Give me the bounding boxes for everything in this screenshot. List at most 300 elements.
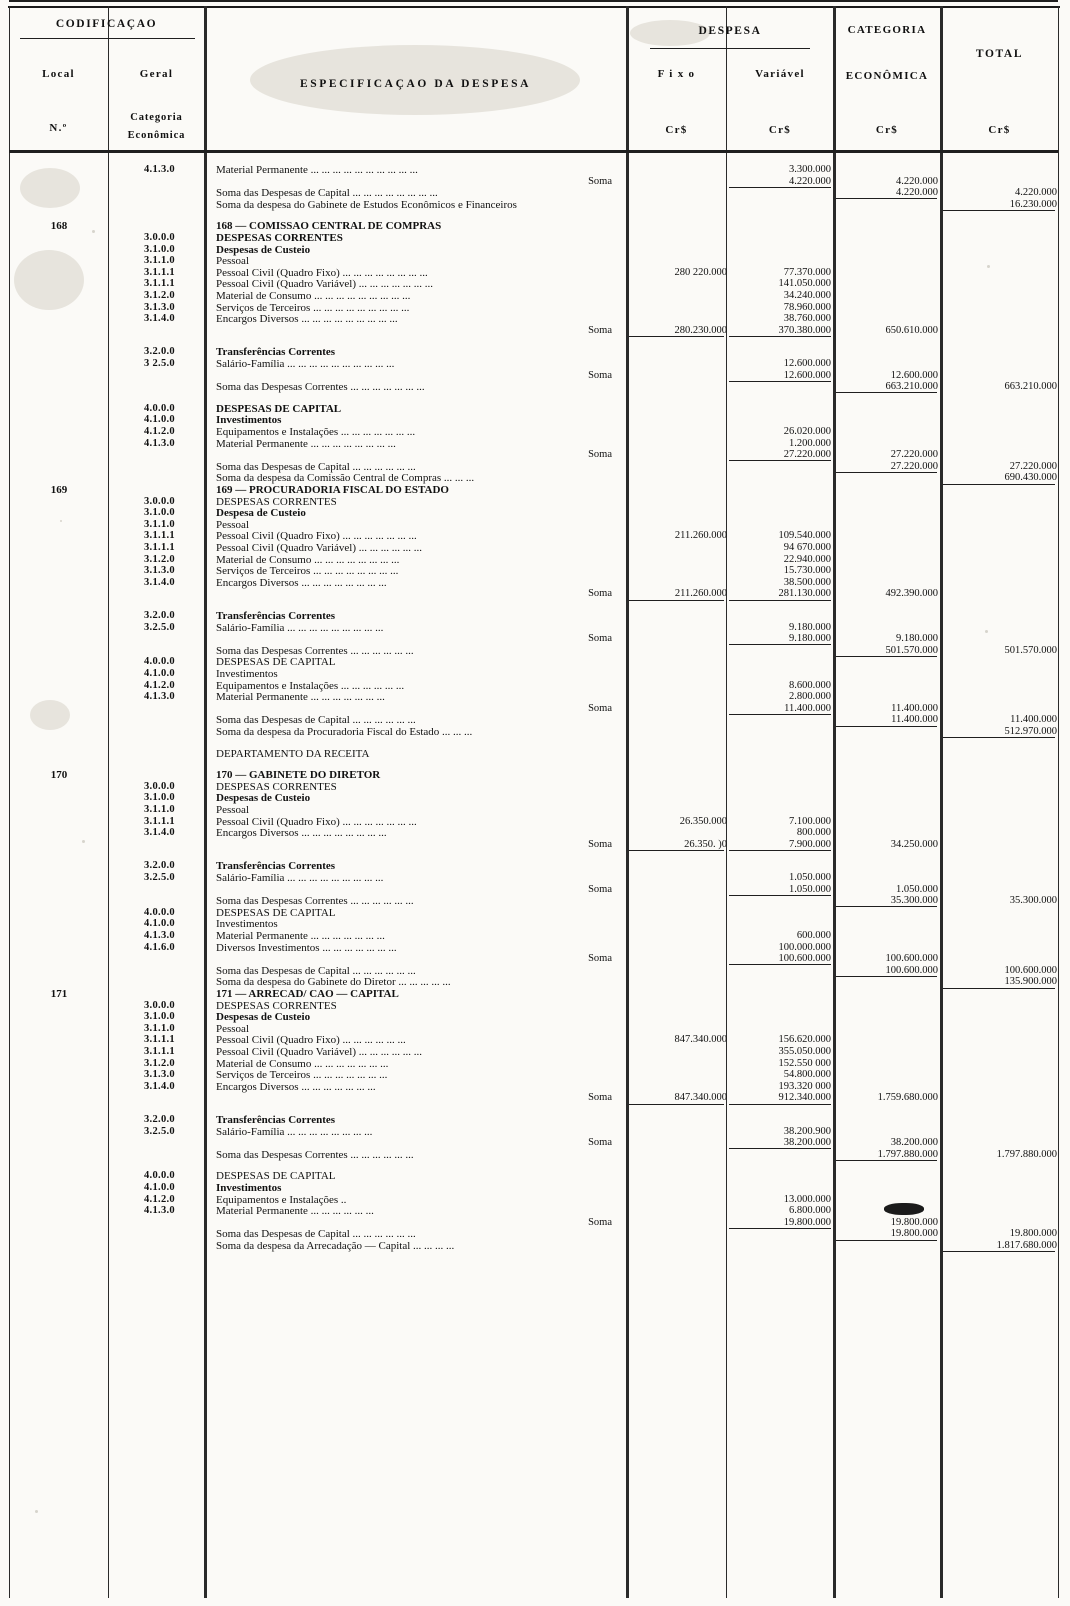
cell-desc: Salário-Família ... ... ... ... ... ... ... ... ...: [216, 872, 384, 884]
table-row: [9, 918, 1058, 930]
cell-var: 193.320 000: [778, 1080, 831, 1092]
table-row: [9, 895, 1058, 907]
cell-geral: 4.1.3.0: [144, 691, 175, 703]
cell-soma: Soma: [588, 702, 612, 714]
table-row: [9, 438, 1058, 450]
cell-cat: 4.220.000: [896, 175, 938, 187]
cell-geral: 3.2.5.0: [144, 872, 175, 883]
table-row: [9, 804, 1058, 816]
cell-tot: 135.900.000: [1004, 976, 1057, 988]
cell-geral: 3.1.3.0: [144, 1069, 175, 1081]
table-row: [9, 965, 1058, 977]
table-row: [9, 907, 1058, 919]
cell-var: 38.760.000: [783, 313, 831, 325]
cell-desc: DESPESAS DE CAPITAL: [216, 906, 336, 919]
cell-var: 600.000: [796, 930, 831, 941]
cell-geral: 3.1.2.0: [144, 290, 175, 301]
cell-var: 355.050.000: [778, 1046, 831, 1057]
cell-soma: Soma: [588, 1137, 612, 1149]
table-row: [9, 1240, 1058, 1252]
table-row: [9, 199, 1058, 211]
cell-desc: Pessoal Civil (Quadro Variável) ... ... ... ... ... ... ...: [216, 278, 434, 291]
header-despesa-underline: [650, 48, 810, 49]
table-row: [9, 381, 1058, 393]
cell-desc: Transferências Correntes: [216, 346, 336, 359]
table-row: [9, 313, 1058, 325]
cell-desc: Salário-Família ... ... ... ... ... ... ... ... ...: [216, 621, 384, 634]
cell-desc: Serviços de Terceiros ... ... ... ... ... ... ...: [216, 1069, 388, 1082]
table-row: [9, 519, 1058, 531]
table-row: [9, 496, 1058, 508]
cell-geral: 3.1.1.1: [144, 815, 175, 827]
cell-desc: Investimentos: [216, 918, 278, 931]
cell-var: 7.100.000: [789, 815, 831, 827]
cell-local: 168: [50, 220, 68, 233]
cell-tot: 16.230.000: [1009, 198, 1057, 210]
table-row: [9, 542, 1058, 554]
cell-var: 38.200.900: [783, 1125, 831, 1137]
table-row: [9, 461, 1058, 473]
cell-var: 1.050.000: [789, 883, 831, 895]
cell-desc: Pessoal: [216, 804, 249, 816]
cell-var: 13.000.000: [783, 1193, 831, 1205]
cell-desc: DESPESAS CORRENTES: [216, 999, 337, 1012]
table-row: [9, 1194, 1058, 1206]
cell-cat: 501.570.000: [885, 644, 938, 656]
table-row: [9, 414, 1058, 426]
cell-var: 19.800.000: [783, 1216, 831, 1228]
cell-tot: 27.220.000: [1009, 460, 1057, 472]
cell-var: 100.600.000: [778, 953, 831, 965]
cell-tot: 1.797.880.000: [996, 1148, 1057, 1160]
cell-tot: 690.430.000: [1004, 472, 1057, 484]
subtotal-row: [9, 953, 1058, 965]
table-row: [9, 827, 1058, 839]
cell-cat: 11.400.000: [891, 702, 938, 714]
cell-geral: 4.1.2.0: [144, 679, 175, 691]
table-row: [9, 714, 1058, 726]
cell-geral: 3.2.0.0: [144, 1114, 175, 1125]
cell-desc: Serviços de Terceiros ... ... ... ... ... ... ... ... ...: [216, 301, 410, 314]
total-subtotal-rule: [943, 1251, 1055, 1252]
cell-desc: Soma das Despesas Correntes ... ... ... ... ... ...: [216, 1148, 414, 1161]
cell-var: 1.050.000: [789, 872, 831, 883]
table-row: [9, 1000, 1058, 1012]
header-codificacao: CODIFICAÇAO: [55, 18, 158, 30]
cell-desc: Despesa de Custeio: [216, 507, 306, 520]
table-row: [9, 1170, 1058, 1182]
cell-desc: Equipamentos e Instalações ..: [216, 1193, 347, 1206]
cell-geral: 3.1.2.0: [144, 553, 175, 565]
table-row: [9, 302, 1058, 314]
table-row: [9, 210, 1058, 220]
table-row: [9, 554, 1058, 566]
cell-fixo: 26.350.000: [679, 815, 727, 827]
table-row: [9, 577, 1058, 589]
cell-geral: 4.1.0.0: [144, 414, 175, 426]
table-row: [9, 1114, 1058, 1126]
table-row: [9, 1023, 1058, 1035]
cell-var: 800.000: [796, 827, 831, 839]
cell-desc: Equipamentos e Instalações ... ... ... ... ... ...: [216, 679, 405, 692]
table-row: [9, 1058, 1058, 1070]
cell-geral: 3.1.1.1: [144, 1034, 175, 1046]
subtotal-row: [9, 370, 1058, 382]
cell-geral: 3.1.1.0: [144, 518, 175, 530]
table-row: [9, 565, 1058, 577]
cell-var: 100.000.000: [778, 941, 831, 953]
table-row: [9, 726, 1058, 738]
subtotal-row: [9, 176, 1058, 188]
cell-tot: 1.817.680.000: [996, 1240, 1057, 1251]
cell-geral: 3.1.1.1: [144, 266, 175, 278]
cell-cat: 12.600.000: [890, 369, 938, 381]
cell-geral: 4.0.0.0: [144, 402, 175, 414]
table-row: [9, 600, 1058, 610]
cell-desc: Encargos Diversos ... ... ... ... ... ... ... ...: [216, 576, 387, 589]
cell-var: 141.050.000: [778, 278, 831, 290]
cell-desc: Soma da despesa da Procuradoria Fiscal do Estado ... ... ...: [216, 726, 473, 738]
table-row: [9, 1182, 1058, 1194]
cell-geral: 3.1.2.0: [144, 1057, 175, 1069]
table-row: [9, 278, 1058, 290]
cell-desc: Diversos Investimentos ... ... ... ... ... ... ...: [216, 941, 397, 954]
cell-desc: 170 — GABINETE DO DIRETOR: [216, 769, 381, 782]
cell-fixo: 280.230.000: [674, 324, 727, 336]
cell-geral: 3.1.4.0: [144, 576, 175, 588]
table-row: [9, 358, 1058, 370]
table-row: [9, 816, 1058, 828]
cell-geral: 3.2.0.0: [144, 860, 175, 872]
table-row: [9, 942, 1058, 954]
subtotal-row: [9, 449, 1058, 461]
cell-desc: Despesas de Custeio: [216, 243, 311, 256]
cell-cat: 19.800.000: [890, 1216, 938, 1228]
cell-var: 78.960.000: [783, 301, 831, 313]
cell-desc: Salário-Família ... ... ... ... ... ... ... ... ... ...: [216, 358, 395, 370]
cell-desc: DESPESAS DE CAPITAL: [216, 402, 342, 415]
table-row: [9, 187, 1058, 199]
header-especificacao: ESPECIFICAÇAO DA DESPESA: [299, 78, 532, 90]
cell-var: 26.020.000: [783, 426, 831, 437]
table-row: [9, 255, 1058, 267]
cell-soma: Soma: [588, 324, 612, 336]
cell-soma: Soma: [588, 883, 612, 895]
cell-geral: 3.1.1.0: [144, 1022, 175, 1034]
header-fixo: F i x o: [657, 68, 696, 80]
cell-desc: Soma das Despesas Correntes ... ... ... ... ... ...: [216, 644, 414, 657]
header-categoria-1: CATEGORIA: [847, 24, 927, 36]
table-row: [9, 622, 1058, 634]
header-bottom-rule: [9, 150, 1058, 153]
subtotal-row: [9, 325, 1058, 337]
cell-desc: Soma da despesa do Gabinete do Diretor ... ... ... ... ...: [216, 976, 451, 989]
cell-desc: Soma da despesa da Arrecadação — Capital ... ... ... ...: [216, 1240, 455, 1252]
cell-var: 1.200.000: [789, 437, 831, 449]
table-row: [9, 472, 1058, 484]
table-row: [9, 232, 1058, 244]
cell-local: 170: [50, 769, 68, 782]
cell-geral: 4.1.3.0: [144, 164, 175, 175]
table-row: [9, 1104, 1058, 1114]
cell-var: 370.380.000: [778, 324, 831, 336]
cell-desc: 171 — ARRECAD/ CAO — CAPITAL: [216, 988, 399, 1000]
cell-cat: 4.220.000: [896, 187, 938, 199]
cell-soma: Soma: [588, 588, 612, 600]
cell-cat: 1.797.880.000: [877, 1148, 938, 1160]
cell-geral: 4.1.3.0: [144, 437, 175, 449]
table-row: [9, 1034, 1058, 1046]
table-row: [9, 484, 1058, 496]
cell-desc: Salário-Família ... ... ... ... ... ... ... ...: [216, 1125, 373, 1138]
table-row: [9, 976, 1058, 988]
cell-desc: DESPESAS DE CAPITAL: [216, 656, 336, 669]
cell-tot: 19.800.000: [1009, 1228, 1057, 1240]
cell-desc: Soma das Despesas de Capital ... ... ... ... ... ... ... ...: [216, 187, 438, 200]
cell-desc: Material Permanente ... ... ... ... ... ... ... ... ... ...: [216, 164, 418, 176]
cell-geral: 3.0.0.0: [144, 780, 175, 792]
cell-desc: Material de Consumo ... ... ... ... ... ... ... ...: [216, 553, 400, 566]
cell-var: 109.540.000: [778, 530, 831, 542]
cell-geral: 3.1.0.0: [144, 507, 175, 519]
cell-var: 15.730.000: [783, 565, 831, 577]
cell-desc: Investimentos: [216, 668, 278, 680]
cell-fixo: 847.340.000: [674, 1034, 727, 1046]
table-row: [9, 1081, 1058, 1093]
table-row: [9, 393, 1058, 403]
cell-geral: 3.1.4.0: [144, 1080, 175, 1092]
cell-geral: 4.1.3.0: [144, 1205, 175, 1217]
subtotal-row: [9, 884, 1058, 896]
cell-desc: 168 — COMISSAO CENTRAL DE COMPRAS: [216, 220, 442, 233]
table-row: [9, 267, 1058, 279]
cell-desc: Transferências Correntes: [216, 1114, 336, 1126]
cell-cat: 492.390.000: [885, 588, 938, 600]
header-categoria-currency: Cr$: [875, 124, 899, 136]
cell-desc: Material Permanente ... ... ... ... ... ...: [216, 1205, 374, 1218]
table-row: [9, 759, 1058, 769]
cell-geral: 3.1.0.0: [144, 1011, 175, 1023]
cell-geral: 3.1.1.0: [144, 255, 175, 267]
cell-desc: Pessoal Civil (Quadro Variável) ... ... ... ... ... ...: [216, 1046, 423, 1058]
cell-desc: Material de Consumo ... ... ... ... ... ... ...: [216, 1057, 389, 1070]
cell-local: 171: [50, 988, 68, 1000]
cell-var: 27.220.000: [783, 449, 831, 461]
header-top-rule: [9, 0, 1058, 2]
table-row: [9, 860, 1058, 872]
header-variavel-currency: Cr$: [768, 124, 792, 136]
cell-var: 156.620.000: [778, 1034, 831, 1046]
cell-desc: DESPESAS DE CAPITAL: [216, 1170, 336, 1183]
cell-var: 12.600.000: [783, 369, 831, 381]
header-variavel: Variável: [755, 68, 805, 80]
table-row: [9, 1228, 1058, 1240]
cell-var: 54.800.000: [783, 1069, 831, 1081]
table-row: [9, 403, 1058, 415]
table-row: [9, 1205, 1058, 1217]
table-row: [9, 1046, 1058, 1058]
header-fixo-currency: Cr$: [665, 124, 688, 136]
cell-cat: 1.759.680.000: [877, 1092, 938, 1104]
cell-desc: Equipamentos e Instalações ... ... ... ... ... ... ...: [216, 426, 416, 438]
header-total: TOTAL: [975, 48, 1024, 60]
table-row: [9, 691, 1058, 703]
cell-soma: Soma: [588, 633, 612, 645]
cell-soma: Soma: [588, 369, 612, 381]
cell-geral: 4.1.0.0: [144, 668, 175, 679]
cell-geral: 3.2.0.0: [144, 610, 175, 621]
cell-geral: 3.1.1.1: [144, 530, 175, 542]
cell-geral: 3.0.0.0: [144, 495, 175, 507]
cell-local: 169: [50, 484, 68, 496]
cell-cat: 1.050.000: [896, 883, 938, 895]
table-row: [9, 769, 1058, 781]
cell-var: 152.550 000: [778, 1057, 831, 1069]
cell-desc: Despesas de Custeio: [216, 792, 311, 805]
cell-var: 34.240.000: [783, 290, 831, 301]
cell-tot: 663.210.000: [1004, 381, 1057, 393]
cell-var: 2.800.000: [789, 691, 831, 703]
cell-desc: Transferências Correntes: [216, 860, 336, 873]
cell-tot: 100.600.000: [1004, 964, 1057, 976]
cell-cat: 38.200.000: [890, 1137, 938, 1149]
cell-desc: Investimentos: [216, 1182, 282, 1194]
header-codificacao-underline: [20, 38, 195, 39]
cell-desc: Encargos Diversos ... ... ... ... ... ... ... ... ...: [216, 313, 398, 326]
table-row: [9, 988, 1058, 1000]
cell-desc: 169 — PROCURADORIA FISCAL DO ESTADO: [216, 484, 449, 496]
table-row: [9, 610, 1058, 622]
table-row: [9, 656, 1058, 668]
header-local-sub: N.º: [49, 122, 68, 134]
table-header: [0, 0, 1070, 152]
cell-desc: Pessoal: [216, 518, 249, 531]
cell-desc: Soma das Despesas de Capital ... ... ... ... ... ...: [216, 460, 416, 473]
cell-geral: 3.1.4.0: [144, 827, 175, 839]
cell-geral: 3.1.0.0: [144, 243, 175, 255]
cell-cat: 9.180.000: [896, 633, 938, 645]
cell-soma: Soma: [588, 449, 612, 461]
table-row: [9, 1160, 1058, 1170]
cell-soma: Soma: [588, 953, 612, 965]
cell-geral: 3.0.0.0: [144, 999, 175, 1011]
table-row: [9, 872, 1058, 884]
cell-var: 22.940.000: [783, 553, 831, 565]
table-row: [9, 290, 1058, 302]
subtotal-row: [9, 1217, 1058, 1229]
cell-var: 9.180.000: [789, 621, 831, 633]
cell-geral: 3.1.3.0: [144, 565, 175, 577]
header-total-currency: Cr$: [988, 124, 1011, 136]
cell-soma: Soma: [588, 1216, 612, 1228]
cell-var: 3.300.000: [789, 164, 831, 175]
cell-geral: 3.1.0.0: [144, 792, 175, 804]
cell-cat: 35.300.000: [890, 895, 938, 907]
cell-var: 38.200.000: [783, 1137, 831, 1149]
cell-tot: 35.300.000: [1009, 895, 1057, 907]
table-row: [9, 1069, 1058, 1081]
cell-geral: 4.0.0.0: [144, 906, 175, 918]
subtotal-row: [9, 703, 1058, 715]
cell-geral: 3.1.1.1: [144, 278, 175, 290]
cell-cat: 19.800.000: [890, 1228, 938, 1240]
cell-desc: Pessoal: [216, 1022, 249, 1035]
table-row: [9, 850, 1058, 860]
rule-right-edge: [1058, 6, 1059, 1598]
cell-var: 94 670.000: [783, 542, 831, 553]
cell-desc: Pessoal: [216, 255, 249, 268]
cell-geral: 3.1.4.0: [144, 313, 175, 325]
cell-var: 38.500.000: [783, 576, 831, 588]
header-categoria-2: ECONÔMICA: [845, 70, 929, 82]
cell-geral: 4.1.2.0: [144, 1193, 175, 1205]
cell-var: 8.600.000: [789, 679, 831, 691]
cell-geral: 4.1.0.0: [144, 1182, 175, 1193]
table-row: [9, 748, 1058, 760]
header-local: Local: [42, 68, 75, 80]
header-geral: Geral: [139, 68, 174, 80]
cell-desc: Pessoal Civil (Quadro Fixo) ... ... ... ... ... ... ...: [216, 815, 417, 828]
cell-soma: Soma: [588, 175, 612, 187]
cell-desc: DEPARTAMENTO DA RECEITA: [216, 747, 370, 760]
cell-desc: Material Permanente ... ... ... ... ... ... ...: [216, 930, 385, 942]
cell-desc: Despesas de Custeio: [216, 1011, 311, 1024]
cell-cat: 27.220.000: [890, 449, 938, 461]
cell-geral: 3.1.1.1: [144, 542, 175, 553]
cell-tot: 501.570.000: [1004, 644, 1057, 656]
subtotal-row: [9, 839, 1058, 851]
cell-desc: Transferências Correntes: [216, 610, 336, 622]
cell-geral: 4.1.0.0: [144, 918, 175, 930]
cell-geral: 4.1.6.0: [144, 941, 175, 953]
cell-desc: Soma das Despesas Correntes ... ... ... ... ... ... ...: [216, 381, 425, 394]
cell-var: 6.800.000: [789, 1205, 831, 1217]
cell-geral: 3.2.5.0: [144, 1125, 175, 1137]
cell-cat: 27.220.000: [890, 460, 938, 472]
table-row: [9, 1011, 1058, 1023]
cell-desc: Encargos Diversos ... ... ... ... ... ... ... ...: [216, 827, 387, 840]
table-row: [9, 792, 1058, 804]
cell-desc: Pessoal Civil (Quadro Fixo) ... ... ... ... ... ... ... ...: [216, 266, 428, 279]
cell-fixo: 211.260.000: [674, 530, 727, 542]
cell-geral: 3.2.5.0: [144, 621, 175, 633]
cell-var: 7.900.000: [789, 838, 831, 850]
cell-desc: Soma das Despesas de Capital ... ... ... ... ... ...: [216, 714, 416, 727]
cell-desc: Soma das Despesas de Capital ... ... ... ... ... ...: [216, 1228, 416, 1241]
cell-fixo: 26.350. )0: [684, 838, 727, 850]
cell-cat: 100.600.000: [885, 953, 938, 965]
cell-tot: 512.970.000: [1004, 726, 1057, 737]
cell-desc: Soma das Despesas Correntes ... ... ... ... ... ...: [216, 895, 414, 908]
header-despesa: DESPESA: [698, 25, 762, 37]
cell-desc: Material Permanente ... ... ... ... ... ... ...: [216, 691, 385, 704]
cell-geral: 4.1.3.0: [144, 930, 175, 941]
table-row: [9, 645, 1058, 657]
cell-geral: 3.1.1.0: [144, 804, 175, 815]
cell-cat: 100.600.000: [885, 964, 938, 976]
cell-desc: Soma da despesa da Comissão Central de Compras ... ... ...: [216, 472, 475, 485]
cell-var: 9.180.000: [789, 633, 831, 645]
cell-geral: 3 2.5.0: [144, 358, 175, 369]
cell-desc: Soma das Despesas de Capital ... ... ... ... ... ...: [216, 964, 416, 977]
table-row: [9, 680, 1058, 692]
cell-geral: 4.0.0.0: [144, 1170, 175, 1182]
cell-desc: Soma da despesa do Gabinete de Estudos Econômicos e Financeiros: [216, 198, 517, 211]
table-row: [9, 346, 1058, 358]
cell-fixo: 280 220.000: [674, 266, 727, 278]
cell-cat: 650.610.000: [885, 324, 938, 336]
subtotal-row: [9, 588, 1058, 600]
